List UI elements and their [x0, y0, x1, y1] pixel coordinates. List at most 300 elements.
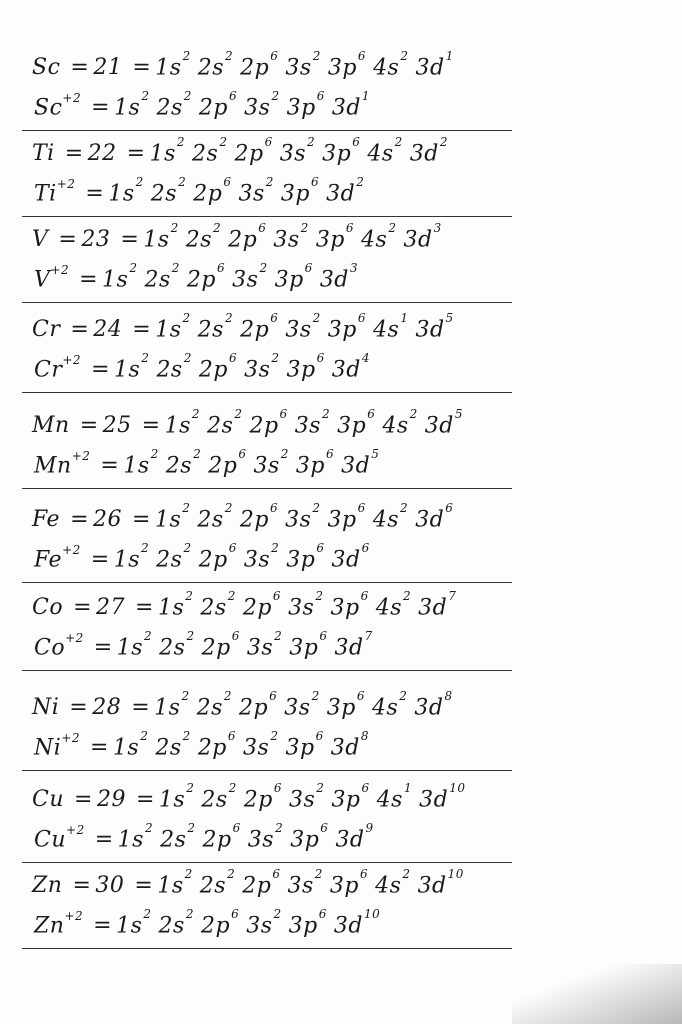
ion-charge: +2	[65, 630, 84, 645]
neutral-configuration-line	[32, 680, 502, 720]
ion-charge: +2	[71, 448, 91, 463]
orbital-electron-count: 2	[143, 906, 152, 921]
orbital-label: 3s	[244, 357, 271, 382]
orbital-label: 4s	[373, 55, 400, 80]
orbital-electron-count: 6	[359, 866, 369, 881]
orbital-electron-count: 2	[274, 628, 283, 643]
orbital-electron-count: 2	[402, 866, 411, 881]
orbital-term	[372, 500, 409, 532]
orbital-label: 2s	[207, 413, 234, 438]
orbital-term	[273, 220, 309, 252]
orbital-term	[240, 48, 279, 80]
neutral-configuration-line	[32, 398, 502, 438]
equals-sign: =	[120, 227, 140, 252]
orbital-electron-count: 10	[363, 906, 381, 921]
orbital-electron-count: 2	[186, 780, 195, 795]
orbital-electron-count: 3	[349, 260, 359, 275]
orbital-term	[199, 866, 236, 898]
orbital-electron-count: 6	[304, 260, 313, 275]
orbital-term	[201, 780, 237, 812]
orbital-electron-count: 6	[272, 866, 281, 881]
orbital-label: 3s	[246, 635, 274, 660]
orbital-term	[331, 780, 370, 812]
orbital-electron-count: 2	[185, 906, 194, 921]
orbital-electron-count: 7	[364, 628, 373, 643]
orbital-electron-count: 2	[403, 588, 412, 603]
orbital-electron-count: 2	[176, 134, 186, 149]
orbital-label: 3d	[424, 413, 454, 438]
orbital-term	[150, 174, 187, 206]
ion-symbol	[34, 176, 76, 206]
orbital-electron-count: 2	[223, 688, 233, 703]
orbital-electron-count: 5	[445, 310, 454, 325]
orbital-electron-count: 5	[371, 446, 380, 461]
orbital-term	[238, 174, 274, 206]
orbital-term	[165, 446, 202, 478]
orbital-label: 2p	[198, 547, 228, 572]
orbital-term	[373, 48, 409, 80]
separator-line	[22, 948, 512, 949]
orbital-electron-count: 2	[312, 48, 321, 63]
orbital-term	[160, 820, 196, 852]
orbital-term	[333, 906, 381, 938]
orbital-label: 2s	[155, 735, 182, 760]
orbital-term	[155, 310, 191, 342]
orbital-electron-count: 6	[269, 688, 278, 703]
orbital-label: 3p	[322, 141, 352, 166]
ion-element: Co	[34, 635, 66, 660]
orbital-electron-count: 2	[394, 134, 403, 149]
orbital-term	[284, 688, 320, 720]
orbital-electron-count: 2	[129, 260, 138, 275]
orbital-term	[186, 260, 226, 292]
orbital-electron-count: 2	[399, 688, 408, 703]
orbital-term	[114, 88, 150, 120]
orbital-label: 2s	[144, 267, 171, 292]
orbital-electron-count: 2	[213, 220, 222, 235]
orbital-label: 2s	[185, 227, 212, 252]
orbital-label: 3p	[286, 357, 316, 382]
orbital-term	[294, 406, 331, 438]
orbital-electron-count: 2	[388, 220, 397, 235]
ion-charge: +2	[66, 822, 85, 837]
orbital-term	[154, 688, 190, 720]
orbital-term	[157, 866, 193, 898]
orbital-electron-count: 6	[316, 540, 325, 555]
orbital-electron-count: 2	[183, 540, 192, 555]
orbital-label: 3d	[331, 95, 361, 120]
orbital-term	[243, 728, 279, 760]
orbital-label: 1s	[114, 95, 141, 120]
orbital-term	[244, 350, 280, 382]
orbital-electron-count: 2	[271, 350, 280, 365]
orbital-electron-count: 2	[227, 588, 236, 603]
orbital-label: 3p	[295, 453, 325, 478]
orbital-label: 3d	[415, 55, 445, 80]
orbital-term	[409, 134, 449, 166]
orbital-label: 3s	[284, 695, 311, 720]
orbital-electron-count: 2	[183, 350, 192, 365]
orbital-term	[417, 866, 464, 898]
orbital-term	[424, 406, 464, 438]
orbital-label: 2s	[165, 453, 193, 478]
orbital-term	[285, 500, 321, 532]
element-symbol: V	[32, 227, 49, 252]
ion-charge: +2	[56, 176, 76, 191]
orbital-term	[208, 446, 247, 478]
element-block	[32, 40, 502, 120]
orbital-label: 3d	[419, 787, 449, 812]
orbital-term	[197, 48, 234, 80]
orbital-label: 3s	[287, 873, 314, 898]
orbital-electron-count: 6	[264, 134, 273, 149]
orbital-electron-count: 2	[181, 688, 190, 703]
separator-line	[22, 770, 512, 771]
orbital-label: 3p	[280, 181, 310, 206]
orbital-term	[249, 406, 288, 438]
orbital-term	[361, 220, 397, 252]
orbital-label: 4s	[375, 873, 402, 898]
orbital-term	[403, 220, 442, 252]
orbital-electron-count: 2	[141, 540, 150, 555]
orbital-label: 2p	[242, 595, 272, 620]
equals-sign: =	[72, 873, 92, 898]
orbital-term	[244, 88, 280, 120]
orbital-label: 2s	[197, 317, 224, 342]
orbital-electron-count: 6	[320, 820, 329, 835]
equals-sign: =	[93, 635, 113, 660]
equals-sign: =	[134, 873, 154, 898]
atomic-number: 29	[96, 787, 126, 812]
orbital-label: 3s	[253, 453, 280, 478]
neutral-configuration-line	[32, 302, 502, 342]
element-symbol: Ti	[32, 141, 55, 166]
orbital-term	[415, 500, 454, 532]
orbital-label: 2s	[158, 913, 185, 938]
orbital-label: 3d	[326, 181, 356, 206]
orbital-electron-count: 2	[280, 446, 289, 461]
orbital-term	[198, 540, 237, 572]
ion-charge: +2	[62, 542, 81, 557]
ion-element: Sc	[34, 95, 63, 120]
orbital-label: 3s	[285, 317, 312, 342]
orbital-term	[149, 134, 186, 166]
orbital-label: 3p	[315, 227, 345, 252]
orbital-electron-count: 2	[186, 628, 195, 643]
ion-symbol	[34, 730, 80, 760]
equals-sign: =	[79, 267, 99, 292]
equals-sign: =	[131, 695, 151, 720]
element-block	[32, 680, 502, 760]
ion-charge: +2	[62, 90, 82, 105]
equals-sign: =	[135, 595, 154, 620]
element-symbol: Cu	[32, 787, 65, 812]
orbital-term	[196, 688, 233, 720]
ion-configuration-line	[34, 532, 504, 572]
orbital-term	[290, 820, 329, 852]
orbital-label: 1s	[123, 453, 150, 478]
ion-configuration-line	[34, 720, 504, 760]
orbital-term	[331, 350, 371, 382]
orbital-electron-count: 2	[183, 88, 192, 103]
ion-element: Zn	[34, 913, 65, 938]
orbital-electron-count: 6	[325, 446, 335, 461]
element-block	[32, 580, 502, 660]
orbital-label: 3p	[337, 413, 367, 438]
orbital-electron-count: 6	[227, 728, 237, 743]
orbital-electron-count: 6	[311, 174, 320, 189]
orbital-term	[327, 310, 367, 342]
orbital-term	[116, 628, 153, 660]
equals-sign: =	[91, 95, 111, 120]
orbital-term	[382, 406, 418, 438]
orbital-electron-count: 2	[356, 174, 365, 189]
element-symbol: Sc	[32, 55, 61, 80]
ion-symbol	[34, 542, 81, 572]
ion-configuration-line	[34, 898, 504, 938]
orbital-label: 2p	[240, 317, 270, 342]
orbital-label: 3d	[418, 595, 448, 620]
orbital-label: 3d	[335, 827, 365, 852]
orbital-label: 2p	[197, 735, 227, 760]
orbital-electron-count: 1	[400, 310, 409, 325]
orbital-electron-count: 6	[228, 350, 238, 365]
equals-sign: =	[70, 55, 90, 80]
equals-sign: =	[132, 317, 152, 342]
orbital-term	[154, 500, 191, 532]
orbital-term	[326, 174, 365, 206]
orbital-label: 3s	[285, 507, 312, 532]
ion-configuration-line	[34, 80, 504, 120]
element-block	[32, 212, 502, 292]
orbital-term	[419, 780, 466, 812]
orbital-term	[143, 220, 179, 252]
orbital-label: 2s	[197, 507, 224, 532]
orbital-electron-count: 6	[316, 88, 325, 103]
orbital-term	[198, 88, 238, 120]
orbital-label: 2p	[239, 507, 269, 532]
orbital-term	[415, 310, 454, 342]
equals-sign: =	[85, 181, 105, 206]
orbital-label: 3p	[290, 827, 320, 852]
orbital-electron-count: 4	[361, 350, 371, 365]
orbital-label: 4s	[373, 317, 400, 342]
neutral-configuration-line	[32, 492, 502, 532]
orbital-term	[315, 220, 355, 252]
orbital-term	[202, 820, 241, 852]
orbital-label: 3d	[334, 635, 364, 660]
orbital-term	[285, 48, 321, 80]
orbital-electron-count: 6	[217, 260, 226, 275]
orbital-label: 3s	[247, 827, 275, 852]
orbital-label: 2p	[239, 695, 269, 720]
orbital-electron-count: 2	[227, 866, 236, 881]
atomic-number: 30	[95, 873, 125, 898]
orbital-label: 2p	[228, 227, 258, 252]
atomic-number: 22	[87, 141, 117, 166]
orbital-label: 3p	[326, 695, 356, 720]
equals-sign: =	[100, 453, 120, 478]
ion-element: V	[34, 267, 51, 292]
orbital-electron-count: 2	[224, 310, 234, 325]
orbital-term	[373, 310, 409, 342]
equals-sign: =	[132, 55, 152, 80]
orbital-electron-count: 2	[187, 820, 196, 835]
orbital-label: 3p	[286, 95, 316, 120]
orbital-label: 3s	[238, 181, 265, 206]
orbital-electron-count: 6	[352, 134, 361, 149]
orbital-label: 2p	[186, 267, 216, 292]
orbital-label: 3s	[285, 55, 312, 80]
orbital-electron-count: 6	[316, 350, 325, 365]
orbital-term	[329, 866, 369, 898]
orbital-electron-count: 2	[144, 820, 154, 835]
orbital-electron-count: 2	[273, 906, 282, 921]
orbital-term	[243, 540, 280, 572]
orbital-electron-count: 2	[270, 728, 279, 743]
orbital-term	[286, 540, 325, 572]
orbital-label: 2s	[150, 181, 178, 206]
orbital-term	[207, 406, 243, 438]
orbital-label: 4s	[382, 413, 409, 438]
orbital-term	[295, 446, 335, 478]
orbital-electron-count: 6	[357, 500, 366, 515]
orbital-electron-count: 2	[307, 134, 316, 149]
orbital-label: 2s	[192, 141, 219, 166]
orbital-label: 3s	[294, 413, 321, 438]
atomic-number: 28	[92, 695, 122, 720]
orbital-term	[192, 134, 228, 166]
element-symbol: Cr	[32, 317, 61, 342]
orbital-term	[330, 588, 369, 620]
orbital-label: 1s	[155, 55, 182, 80]
orbital-term	[117, 820, 154, 852]
orbital-label: 3d	[331, 357, 361, 382]
equals-sign: =	[73, 595, 93, 620]
orbital-term	[327, 500, 366, 532]
orbital-term	[242, 588, 282, 620]
orbital-term	[253, 446, 289, 478]
equals-sign: =	[90, 735, 109, 760]
orbital-electron-count: 2	[144, 628, 153, 643]
orbital-label: 2s	[201, 787, 228, 812]
orbital-term	[285, 728, 324, 760]
orbital-electron-count: 2	[182, 48, 191, 63]
paper-shadow	[512, 964, 682, 1024]
atomic-number: 25	[102, 413, 132, 438]
orbital-electron-count: 6	[231, 906, 240, 921]
neutral-configuration-line	[32, 212, 502, 252]
orbital-term	[334, 628, 373, 660]
element-block	[32, 858, 502, 938]
element-block	[32, 398, 502, 478]
orbital-term	[288, 906, 327, 938]
atomic-number: 23	[81, 227, 111, 252]
orbital-term	[286, 350, 325, 382]
orbital-label: 2s	[156, 547, 183, 572]
orbital-label: 3d	[403, 227, 433, 252]
orbital-label: 1s	[158, 787, 186, 812]
orbital-electron-count: 2	[191, 406, 201, 421]
orbital-electron-count: 6	[360, 588, 369, 603]
orbital-term	[158, 780, 195, 812]
orbital-electron-count: 6	[445, 500, 454, 515]
orbital-label: 3s	[244, 95, 271, 120]
ion-charge: +2	[62, 352, 82, 367]
orbital-label: 1s	[157, 873, 184, 898]
equals-sign: =	[79, 413, 99, 438]
ion-symbol	[34, 630, 84, 660]
ion-configuration-line	[34, 620, 504, 660]
orbital-term	[156, 350, 192, 382]
orbital-label: 1s	[113, 547, 141, 572]
orbital-electron-count: 2	[193, 446, 202, 461]
orbital-label: 1s	[116, 635, 144, 660]
ion-charge: +2	[64, 908, 84, 923]
orbital-label: 3d	[415, 507, 445, 532]
orbital-term	[341, 446, 380, 478]
equals-sign: =	[70, 507, 90, 532]
orbital-label: 2p	[249, 413, 279, 438]
orbital-label: 2p	[198, 95, 229, 120]
orbital-label: 3p	[327, 317, 357, 342]
orbital-electron-count: 6	[272, 588, 282, 603]
orbital-term	[279, 134, 316, 166]
orbital-label: 1s	[143, 227, 170, 252]
orbital-term	[108, 174, 144, 206]
orbital-label: 3d	[319, 267, 349, 292]
orbital-term	[155, 728, 191, 760]
orbital-term	[157, 588, 194, 620]
orbital-term	[286, 88, 325, 120]
orbital-term	[158, 906, 194, 938]
neutral-configuration-line	[32, 772, 502, 812]
orbital-term	[112, 728, 149, 760]
neutral-configuration-line	[32, 126, 502, 166]
orbital-term	[371, 688, 408, 720]
orbital-label: 4s	[371, 695, 399, 720]
separator-line	[22, 488, 512, 489]
orbital-label: 1s	[108, 181, 135, 206]
orbital-electron-count: 2	[219, 134, 228, 149]
orbital-term	[331, 540, 370, 572]
orbital-electron-count: 6	[357, 48, 367, 63]
orbital-electron-count: 6	[228, 540, 237, 555]
orbital-term	[102, 260, 138, 292]
orbital-label: 3p	[286, 547, 316, 572]
orbital-electron-count: 6	[279, 406, 288, 421]
orbital-electron-count: 2	[171, 260, 180, 275]
orbital-term	[155, 48, 191, 80]
orbital-electron-count: 2	[409, 406, 418, 421]
orbital-term	[415, 48, 454, 80]
orbital-term	[156, 540, 192, 572]
orbital-label: 1s	[102, 267, 129, 292]
orbital-term	[123, 446, 159, 478]
orbital-electron-count: 2	[141, 88, 150, 103]
orbital-label: 3p	[327, 55, 357, 80]
orbital-term	[289, 628, 328, 660]
orbital-term	[234, 134, 273, 166]
neutral-configuration-line	[32, 40, 502, 80]
orbital-label: 2p	[198, 357, 228, 382]
equals-sign: =	[69, 695, 89, 720]
orbital-electron-count: 6	[367, 406, 376, 421]
orbital-label: 3d	[341, 453, 371, 478]
orbital-label: 3s	[289, 787, 316, 812]
orbital-electron-count: 6	[357, 310, 367, 325]
orbital-term	[335, 820, 374, 852]
